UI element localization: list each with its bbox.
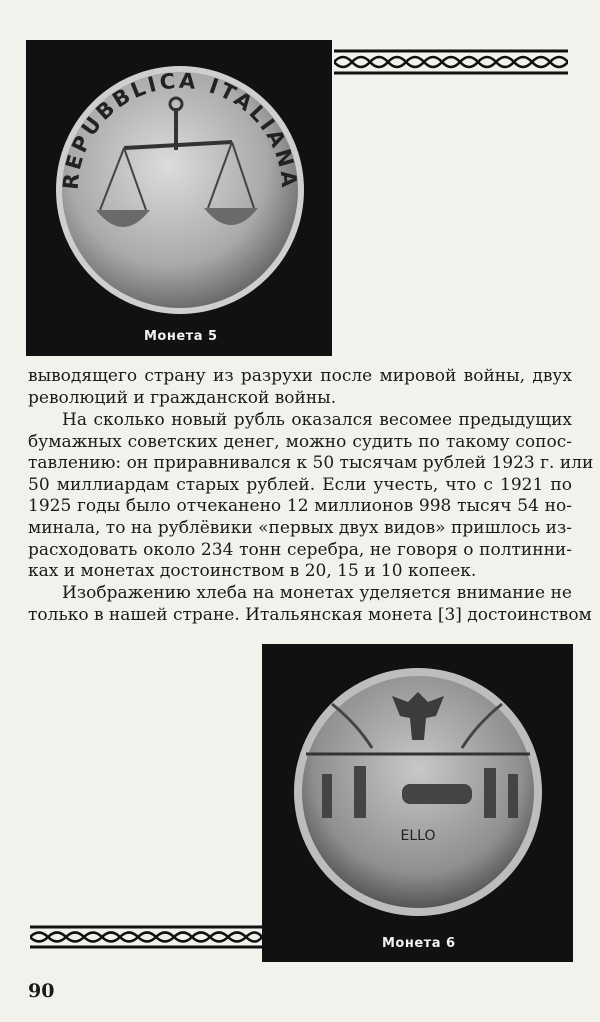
text-line: ках и монетах достоинством в 20, 15 и 10 копеек. xyxy=(28,561,477,582)
ornamental-border-bottom xyxy=(30,924,262,950)
text-line: только в нашей стране. Итальянская монета [3] достоинством xyxy=(28,604,592,625)
photo-caption-5: Монета 5 xyxy=(144,329,218,344)
coin-scales-image xyxy=(26,40,332,356)
coin-photo-5 xyxy=(26,40,332,356)
text-line: выводящего страну из разрухи после мировой войны, двух xyxy=(28,366,572,386)
text-line: расходовать около 234 тонн серебра, не говоря о полтинни- xyxy=(28,539,572,560)
text-line: 50 миллиардам старых рублей. Если учесть, что с 1921 по xyxy=(28,474,572,495)
paragraph-2 xyxy=(28,410,594,583)
text-line: Изображению хлеба на монетах уделяется внимание не xyxy=(62,583,572,603)
coin-inscription-2: ELLO xyxy=(400,828,436,844)
text-line: тавлению: он приравнивался к 50 тысячам рублей 1923 г. или xyxy=(28,453,594,474)
paragraph-3 xyxy=(28,583,592,626)
coin-photo-6 xyxy=(262,644,573,962)
text-line: бумажных советских денег, можно судить по такому сопос- xyxy=(28,431,572,452)
coin-plough-image xyxy=(262,644,573,962)
text-line: 1925 годы было отчеканено 12 миллионов 998 тысяч 54 но- xyxy=(28,496,572,517)
paragraph-1 xyxy=(28,366,572,409)
page-number: 90 xyxy=(28,980,55,1002)
text-line: На сколько новый рубль оказался весомее предыдущих xyxy=(62,410,572,430)
text-line: минала, то на рублёвики «первых двух видов» пришлось из- xyxy=(28,517,572,538)
coin-inscription: REPUBBLICA ITALIANA xyxy=(58,68,302,192)
photo-caption-6: Монета 6 xyxy=(382,936,456,951)
text-line: революций и гражданской войны. xyxy=(28,387,337,408)
ornamental-border-top xyxy=(334,47,568,77)
